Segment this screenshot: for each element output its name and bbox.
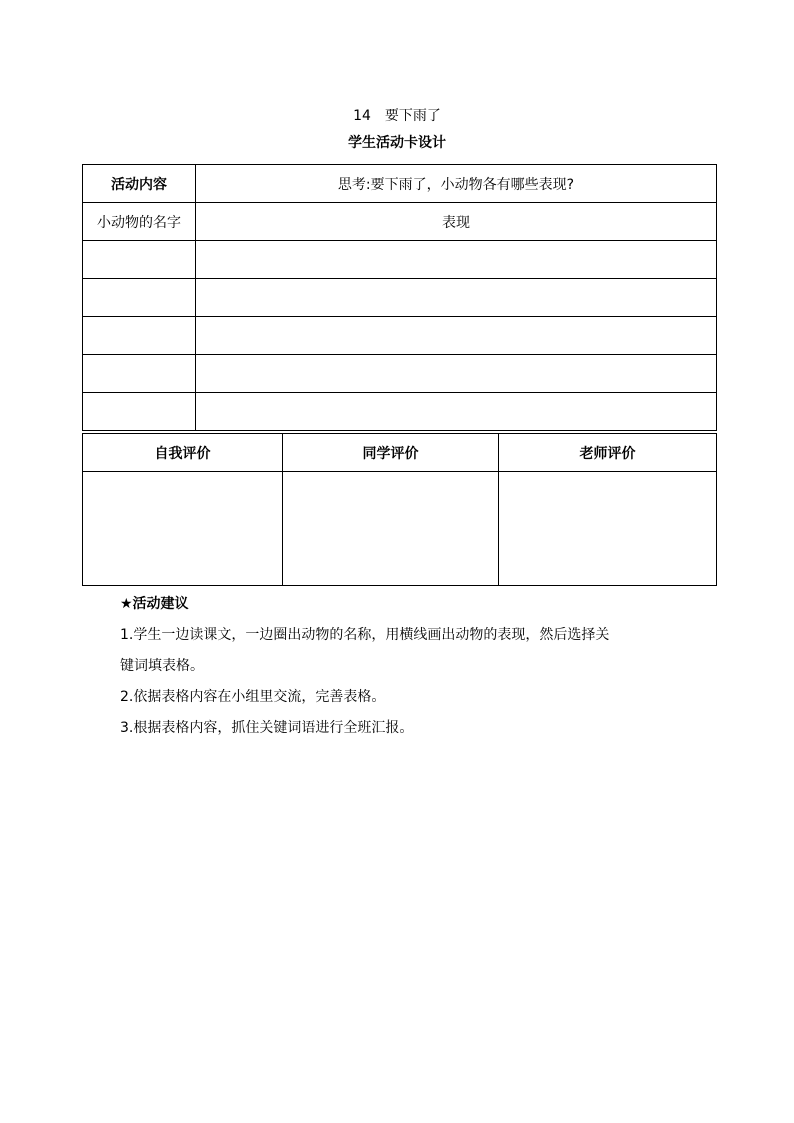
self-evaluation-cell[interactable] <box>83 472 283 586</box>
behavior-cell[interactable] <box>196 317 717 355</box>
behavior-cell[interactable] <box>196 241 717 279</box>
animal-name-header: 小动物的名字 <box>83 203 196 241</box>
table-row <box>83 279 717 317</box>
peer-evaluation-cell[interactable] <box>283 472 499 586</box>
teacher-evaluation-cell[interactable] <box>499 472 717 586</box>
table-row <box>83 317 717 355</box>
evaluation-header-row <box>83 434 717 472</box>
behavior-cell[interactable] <box>196 393 717 431</box>
activity-table <box>82 164 717 431</box>
teacher-evaluation-header: 老师评价 <box>499 434 717 472</box>
page-subtitle: 学生活动卡设计 <box>348 135 446 151</box>
suggestions-heading: ★活动建议 <box>120 596 189 612</box>
suggestion-item-3: 3.根据表格内容，抓住关键词语进行全班汇报。 <box>120 720 414 736</box>
behavior-cell[interactable] <box>196 355 717 393</box>
header-row <box>83 203 717 241</box>
animal-name-cell[interactable] <box>83 355 196 393</box>
evaluation-body-row <box>83 472 717 586</box>
self-evaluation-header: 自我评价 <box>83 434 283 472</box>
animal-name-cell[interactable] <box>83 279 196 317</box>
behavior-cell[interactable] <box>196 279 717 317</box>
animal-name-cell[interactable] <box>83 317 196 355</box>
suggestion-item-2: 2.依据表格内容在小组里交流，完善表格。 <box>120 689 386 705</box>
table-row <box>83 241 717 279</box>
table-row <box>83 355 717 393</box>
activity-label-cell: 活动内容 <box>83 165 196 203</box>
evaluation-table <box>82 433 717 586</box>
animal-name-cell[interactable] <box>83 241 196 279</box>
behavior-header: 表现 <box>196 203 717 241</box>
animal-name-cell[interactable] <box>83 393 196 431</box>
table-row <box>83 393 717 431</box>
suggestion-item-1-line-2: 键词填表格。 <box>120 658 204 674</box>
page-title: 14 要下雨了 <box>353 108 441 124</box>
suggestion-item-1-line-1: 1.学生一边读课文，一边圈出动物的名称，用横线画出动物的表现，然后选择关 <box>120 627 610 643</box>
peer-evaluation-header: 同学评价 <box>283 434 499 472</box>
activity-question-cell: 思考:要下雨了，小动物各有哪些表现? <box>196 165 717 203</box>
activity-row <box>83 165 717 203</box>
